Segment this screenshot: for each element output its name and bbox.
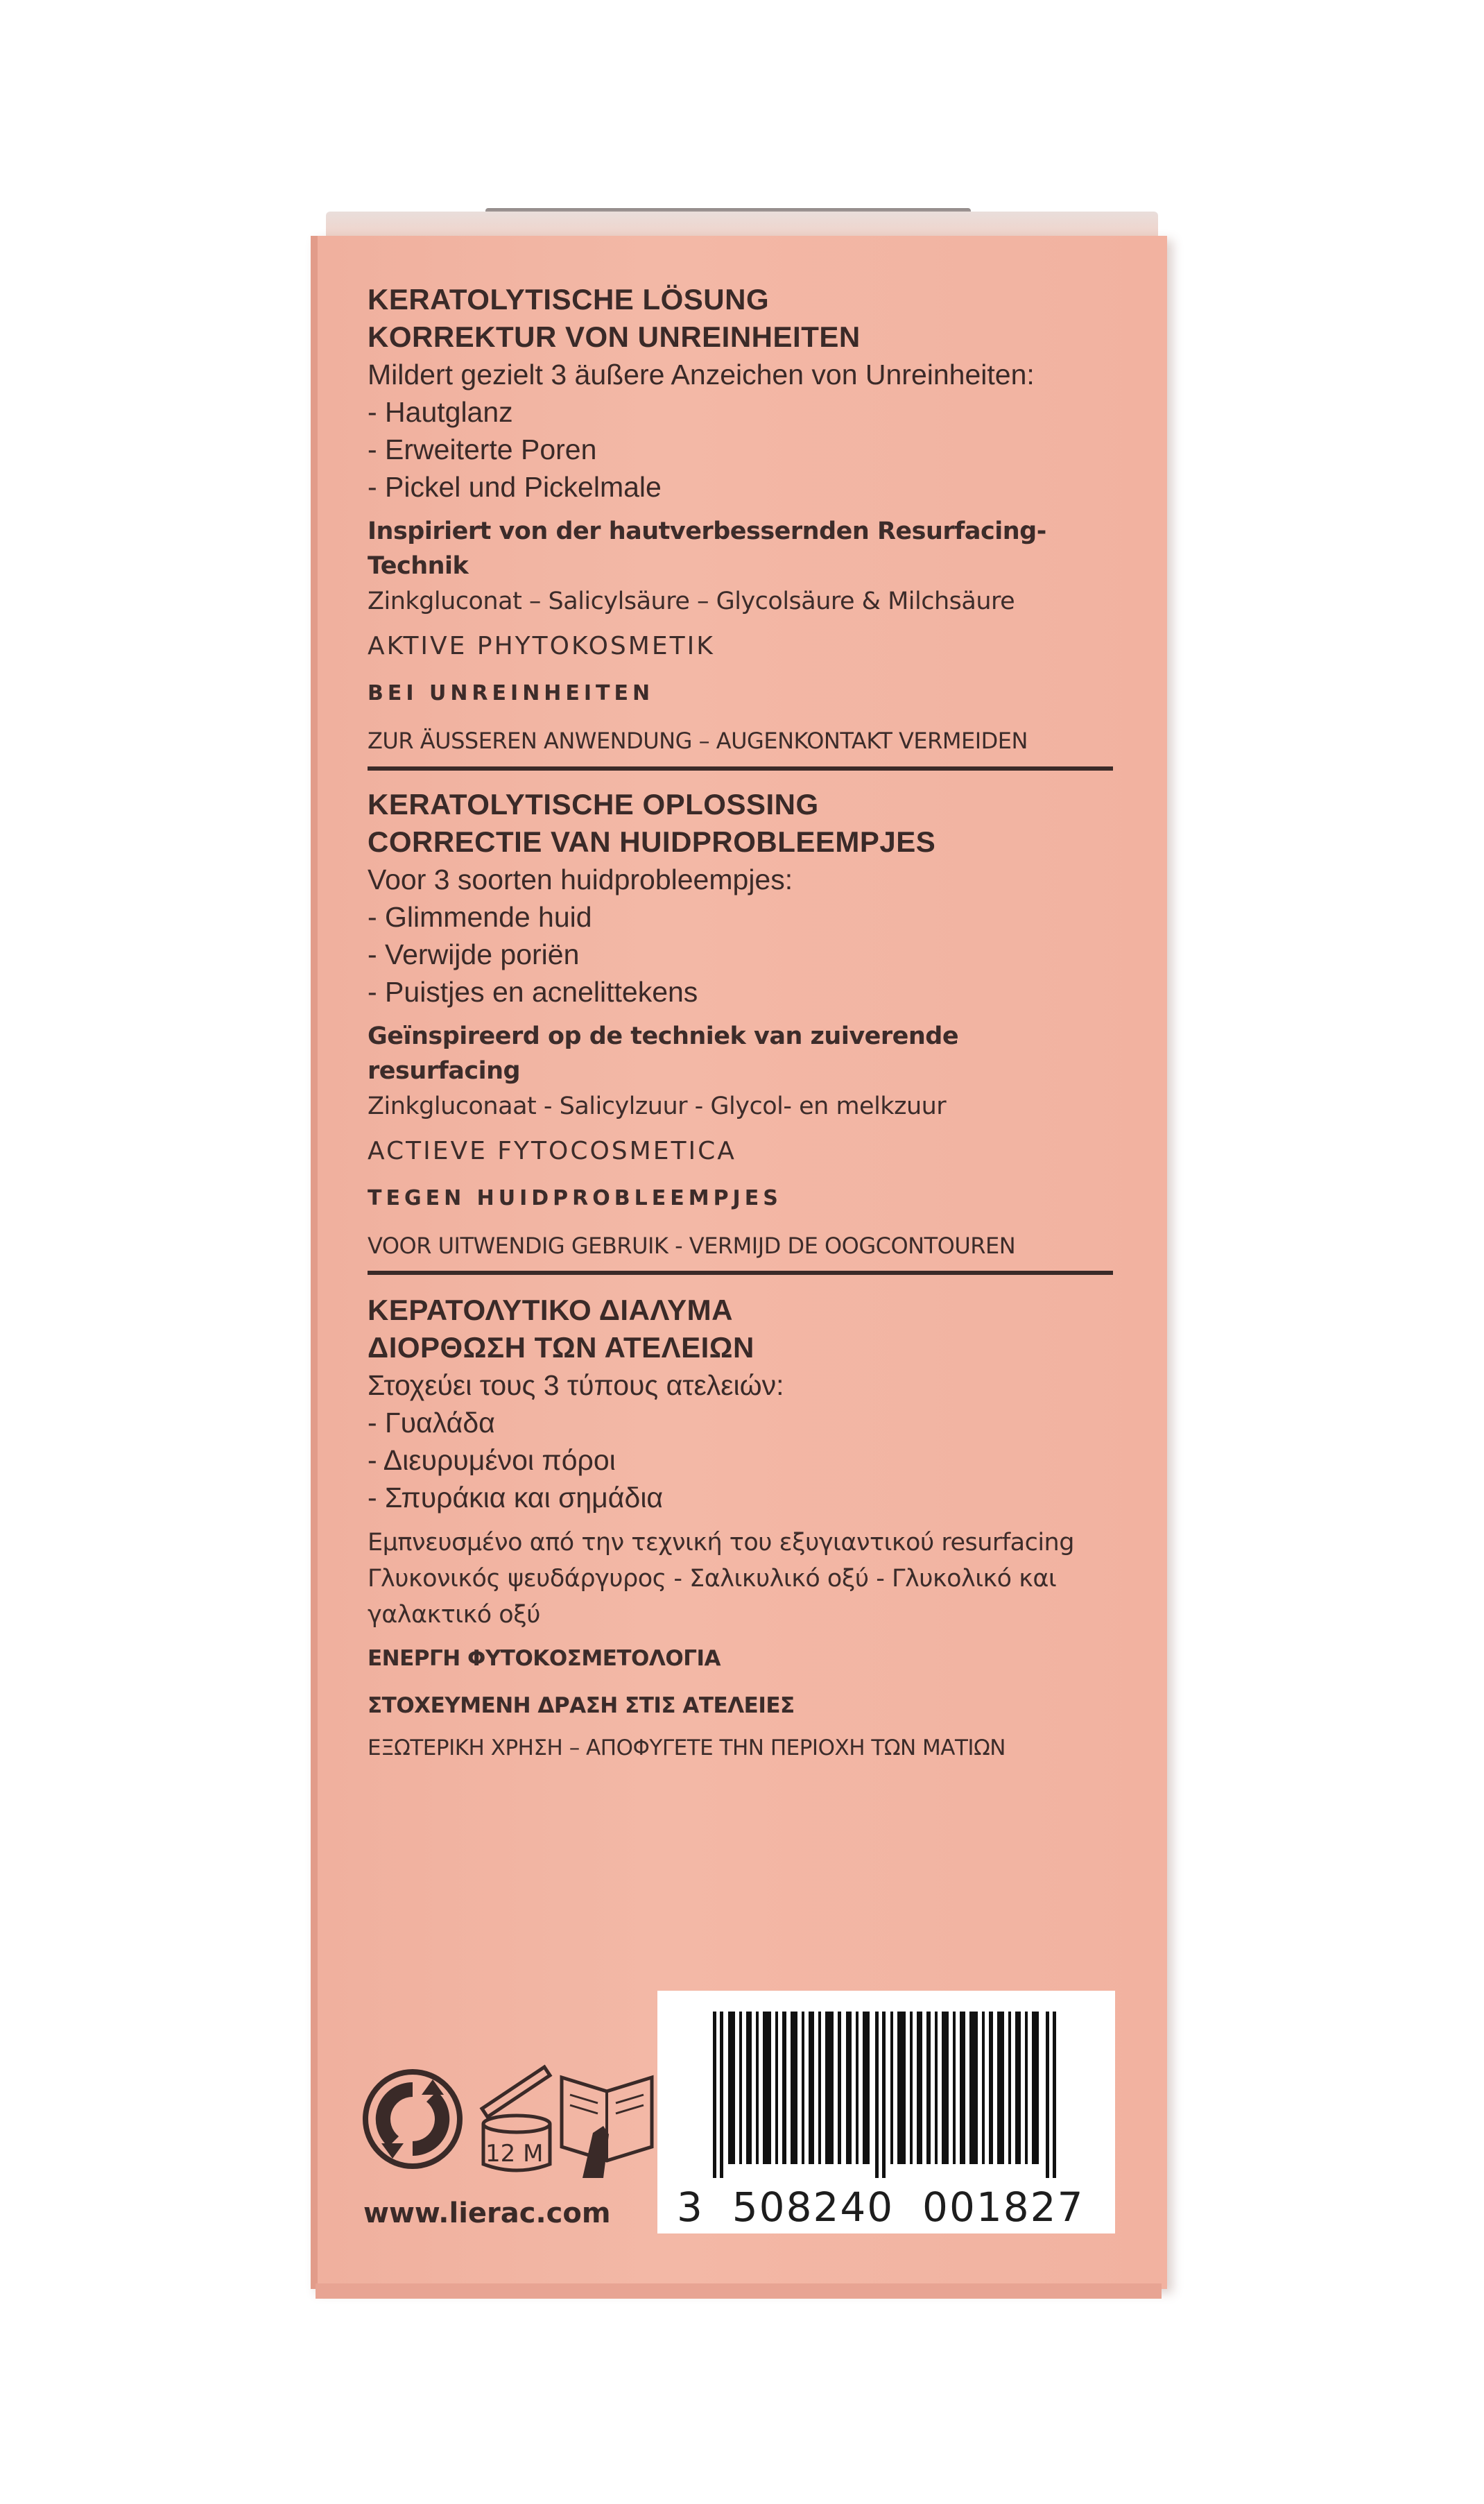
read-leaflet-icon [555,2057,659,2184]
de-usage: ZUR ÄUSSEREN ANWENDUNG – AUGENKONTAKT VERMEIDEN [368,728,1028,754]
website-url: www.lierac.com [363,2197,611,2229]
el-title-2: ΔΙΟΡΘΩΣΗ ΤΩΝ ΑΤΕΛΕΙΩΝ [368,1331,754,1364]
section-divider [368,1271,1113,1275]
dutch-section [368,786,1116,1259]
nl-category: ACTIEVE FYTOCOSMETICA [368,1137,736,1165]
el-ingredients-1: Γλυκονικός ψευδάργυρος - Σαλικυλικό οξύ - Γλυκολικό και [368,1565,1057,1593]
de-title-1: KERATOLYTISCHE LÖSUNG [368,283,770,316]
nl-item: - Verwijde poriën [368,938,580,970]
de-inspired: Inspiriert von der hautverbessernden Resurfacing-Technik [368,517,1046,580]
box-top-edge [326,212,1158,239]
de-category: AKTIVE PHYTOKOSMETIK [368,632,715,660]
barcode-number: 3 508240 001827 [677,2184,1085,2231]
el-intro: Στοχεύει τους 3 τύπους ατελειών: [368,1369,784,1401]
green-dot-recycle-icon [361,2067,465,2174]
nl-ingredients: Zinkgluconaat - Salicylzuur - Glycol- en melkzuur [368,1092,947,1120]
nl-usage: VOOR UITWENDIG GEBRUIK - VERMIJD DE OOGCONTOUREN [368,1233,1016,1259]
nl-title-1: KERATOLYTISCHE OPLOSSING [368,788,819,821]
el-category: ΕΝΕΡΓΗ ΦΥΤΟΚΟΣΜΕΤΟΛΟΓΙΑ [368,1646,721,1671]
de-target: BEI UNREINHEITEN [368,681,655,705]
de-item: - Pickel und Pickelmale [368,471,662,503]
de-title-2: KORREKTUR VON UNREINHEITEN [368,320,861,353]
el-item: - Διευρυμένοι πόροι [368,1444,616,1476]
barcode-label [657,1991,1115,2233]
nl-item: - Puistjes en acnelittekens [368,976,698,1008]
de-item: - Hautglanz [368,396,513,428]
de-intro: Mildert gezielt 3 äußere Anzeichen von Unreinheiten: [368,359,1035,391]
el-target: ΣΤΟΧΕΥΜΕΝΗ ΔΡΑΣΗ ΣΤΙΣ ΑΤΕΛΕΙΕΣ [368,1693,795,1718]
el-title-1: ΚΕΡΑΤΟΛΥΤΙΚΟ ΔΙΑΛΥΜΑ [368,1294,733,1326]
greek-section [368,1292,1116,1760]
german-section [368,281,1116,754]
el-ingredients-2: γαλακτικό οξύ [368,1601,540,1629]
el-inspired: Εμπνευσμένο από την τεχνική του εξυγιαντικού resurfacing [368,1529,1074,1557]
el-item: - Σπυράκια και σημάδια [368,1482,664,1513]
barcode-bars [713,2012,1060,2178]
section-divider [368,766,1113,771]
nl-intro: Voor 3 soorten huidprobleempjes: [368,864,793,895]
el-item: - Γυαλάδα [368,1407,495,1439]
de-item: - Erweiterte Poren [368,434,597,465]
nl-inspired: Geïnspireerd op de techniek van zuiverende resurfacing [368,1022,959,1085]
nl-target: TEGEN HUIDPROBLEEMPJES [368,1186,782,1210]
el-usage: ΕΞΩΤΕΡΙΚΗ ΧΡΗΣΗ – ΑΠΟΦΥΓΕΤΕ ΤΗΝ ΠΕΡΙΟΧΗ ΤΩΝ ΜΑΤΙΩΝ [368,1735,1006,1760]
pao-label: 12 M [485,2140,544,2168]
box-bottom-edge [316,2283,1162,2299]
nl-item: - Glimmende huid [368,901,592,933]
nl-title-2: CORRECTIE VAN HUIDPROBLEEMPJES [368,825,936,858]
de-ingredients: Zinkgluconat – Salicylsäure – Glycolsäure & Milchsäure [368,588,1015,615]
